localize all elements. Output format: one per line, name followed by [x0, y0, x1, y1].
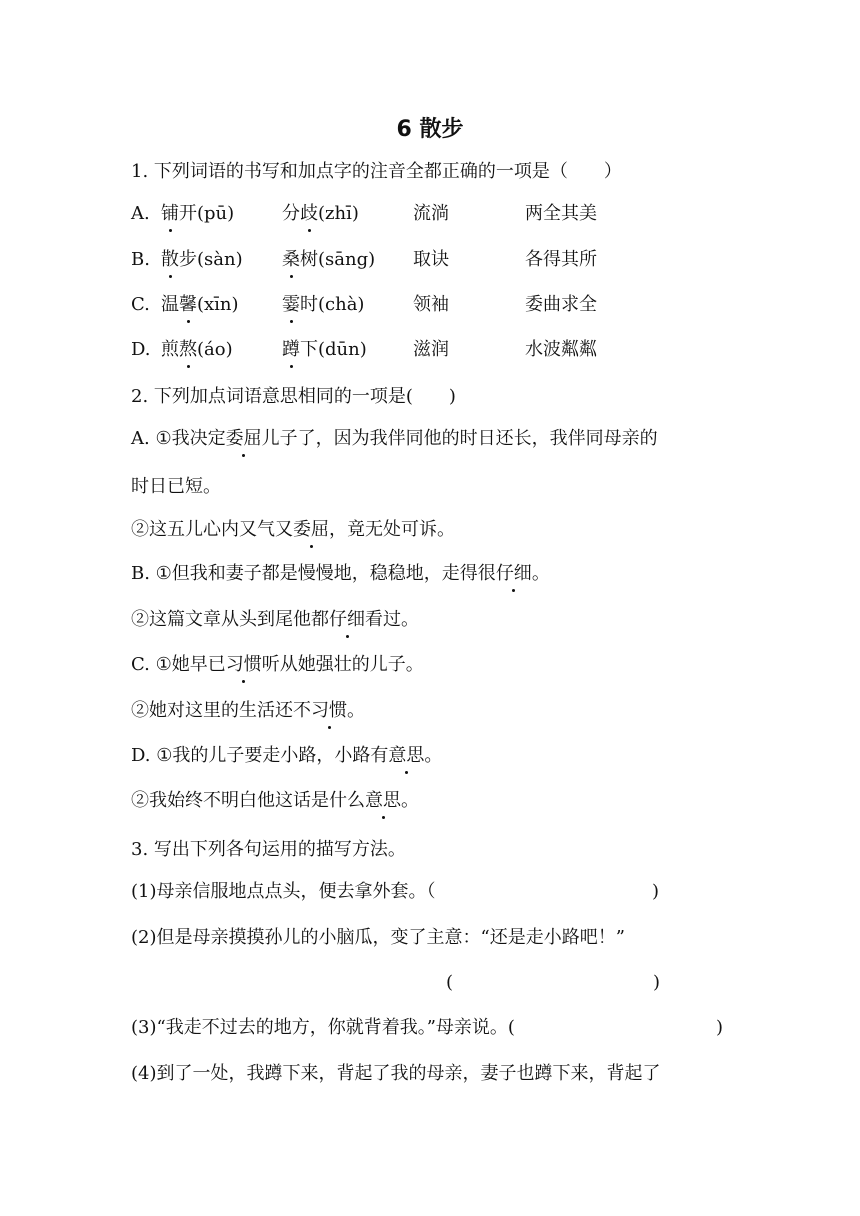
- q2-c-sentence-1: C. ①她早已习惯听从她强壮的儿子。: [131, 652, 424, 678]
- q2-a-sentence-1: A. ①我决定委屈儿子了，因为我伴同他的时日还长，我伴同母亲的: [131, 426, 658, 452]
- q2-c-sentence-2: ②她对这里的生活还不习惯。: [131, 698, 365, 724]
- q3-stem: 3. 写出下列各句运用的描写方法。: [131, 839, 406, 860]
- emphasized-word: 意思: [388, 743, 424, 769]
- word-3: 领袖: [413, 294, 449, 315]
- answer-blank-close: ): [653, 972, 661, 993]
- option-label: A.: [131, 203, 150, 224]
- word-4: 委曲求全: [525, 294, 597, 315]
- word-2: 分歧(zhī): [282, 201, 359, 227]
- word-4: 两全其美: [525, 203, 597, 224]
- q1-stem: 1. 下列词语的书写和加点字的注音全都正确的一项是（ ）: [131, 161, 622, 182]
- word-3: 滋润: [413, 339, 449, 360]
- q2-d-sentence-2: ②我始终不明白他这话是什么意思。: [131, 788, 419, 814]
- word-1: 煎熬(áo): [161, 337, 233, 363]
- q2-b-sentence-1: B. ①但我和妻子都是慢慢地，稳稳地，走得很仔细。: [131, 561, 550, 587]
- q3-sentence-1: (1)母亲信服地点点头，便去拿外套。（ ): [131, 879, 436, 905]
- emphasized-word: 习惯: [311, 698, 347, 724]
- option-label: D.: [131, 339, 151, 360]
- answer-blank-close: ): [716, 1017, 724, 1038]
- q3-sentence-3: (3)“我走不过去的地方，你就背着我。”母亲说。( ): [131, 1015, 515, 1041]
- word-1: 铺开(pū): [161, 201, 234, 227]
- emphasized-word: 委屈: [226, 428, 262, 449]
- q2-d-sentence-1: D. ①我的儿子要走小路，小路有意思。: [131, 743, 442, 769]
- word-1: 散步(sàn): [161, 247, 243, 273]
- emphasized-word: 仔细: [329, 607, 365, 633]
- q3-sentence-2: (2)但是母亲摸摸孙儿的小脑瓜，变了主意：“还是走小路吧！”: [131, 927, 625, 948]
- q2-a-sentence-2: ②这五儿心内又气又委屈，竟无处可诉。: [131, 517, 455, 543]
- option-label: C.: [131, 294, 150, 315]
- option-label: B.: [131, 249, 150, 270]
- word-3: 流淌: [413, 203, 449, 224]
- q2-stem: 2. 下列加点词语意思相同的一项是( ): [131, 386, 456, 407]
- word-4: 各得其所: [525, 249, 597, 270]
- page-title: 6 散步: [396, 117, 464, 142]
- word-4: 水波粼粼: [525, 339, 597, 360]
- word-1: 温馨(xīn): [161, 292, 239, 318]
- answer-blank-close: ): [652, 881, 660, 902]
- word-2: 桑树(sāng): [282, 247, 375, 273]
- emphasized-word: 意思: [365, 788, 401, 814]
- q3-sentence-4: (4)到了一处，我蹲下来，背起了我的母亲，妻子也蹲下来，背起了: [131, 1063, 661, 1084]
- word-2: 蹲下(dūn): [282, 337, 367, 363]
- emphasized-word: 委屈: [293, 517, 329, 543]
- q2-a-sentence-1-cont: 时日已短。: [131, 476, 221, 497]
- word-3: 取诀: [413, 249, 449, 270]
- answer-blank-open: (: [446, 972, 454, 993]
- emphasized-word: 仔细: [496, 561, 532, 587]
- word-2: 霎时(chà): [282, 292, 364, 318]
- q2-b-sentence-2: ②这篇文章从头到尾他都仔细看过。: [131, 607, 419, 633]
- emphasized-word: 习惯: [226, 652, 262, 678]
